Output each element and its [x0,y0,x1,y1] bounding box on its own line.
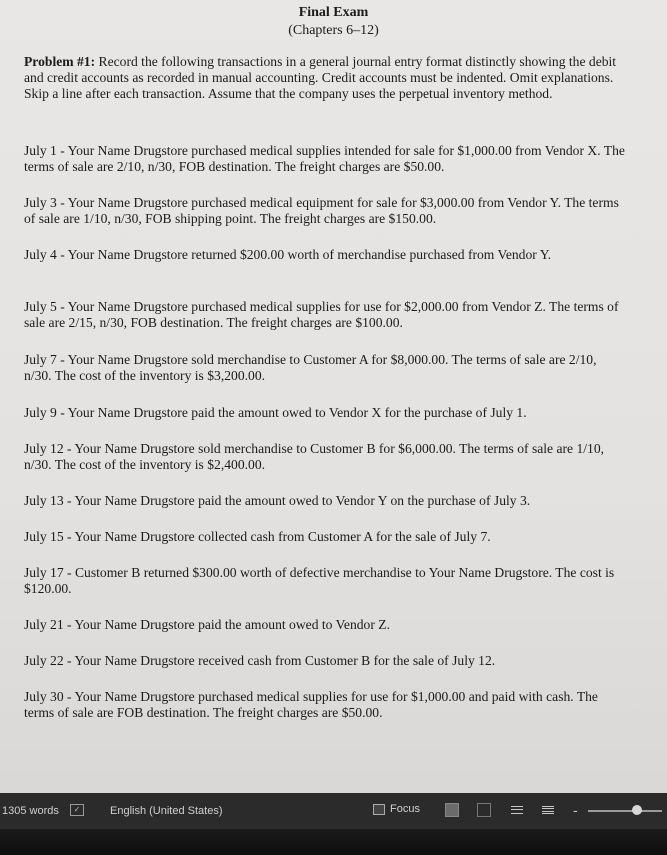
transaction-item: July 9 - Your Name Drugstore paid the amount owed to Vendor X for the purchase of July 1. [24,405,527,420]
problem-text: Record the following transactions in a general journal entry format distinctly showing the debit and credit accounts as recorded in manual accounting. Credit accounts must be indented. Omit explanations. Skip a line after each transaction. Assume that the company uses the perpetual inventory method. [24,54,617,101]
document-subtitle: (Chapters 6–12) [288,23,379,38]
word-count[interactable]: 1305 words [2,805,59,817]
problem-label: Problem #1: [24,54,96,69]
focus-icon [373,804,385,815]
focus-label: Focus [390,803,420,815]
transaction-item: July 15 - Your Name Drugstore collected cash from Customer A for the sale of July 7. [24,529,491,544]
web-layout-view-icon[interactable] [477,803,491,817]
transaction-item: July 12 - Your Name Drugstore sold merchandise to Customer B for $6,000.00. The terms of sale are 1/10, n/30. The cost of the inventory is $2,400.00. [24,441,605,472]
transaction-item: July 3 - Your Name Drugstore purchased medical equipment for sale for $3,000.00 from Vendor Y. The terms of sale are 1/10, n/30, FOB shipping point. The freight charges are $150.00. [24,195,619,226]
document-title: Final Exam [298,5,369,20]
draft-view-icon[interactable] [541,803,555,817]
transaction-item: July 13 - Your Name Drugstore paid the amount owed to Vendor Y on the purchase of July 3. [24,493,531,508]
language-indicator[interactable]: English (United States) [110,805,223,817]
focus-button[interactable] [373,803,420,815]
status-bar [0,793,667,829]
transaction-item: July 30 - Your Name Drugstore purchased medical supplies for use for $1,000.00 and paid with cash. The terms of sale are FOB destination. The freight charges are $50.00. [24,689,598,720]
transaction-item: July 7 - Your Name Drugstore sold merchandise to Customer A for $8,000.00. The terms of sale are 2/10, n/30. The cost of the inventory is $3,200.00. [24,352,597,383]
title-block [0,0,667,40]
proofing-icon[interactable]: ✓ [70,804,84,816]
zoom-slider-track[interactable] [588,810,662,812]
problem-instructions [24,54,627,102]
transaction-item: July 22 - Your Name Drugstore received cash from Customer B for the sale of July 12. [24,653,496,668]
zoom-out-button[interactable]: - [573,802,578,818]
screen-bezel [0,829,667,855]
transaction-item: July 21 - Your Name Drugstore paid the amount owed to Vendor Z. [24,617,390,632]
transaction-item: July 17 - Customer B returned $300.00 worth of defective merchandise to Your Name Drugstore. The cost is $120.00. [24,565,615,596]
outline-view-icon[interactable] [510,803,524,817]
transaction-item: July 1 - Your Name Drugstore purchased medical supplies intended for sale for $1,000.00 from Vendor X. The terms of sale are 2/10, n/30, FOB destination. The freight charges are $50.00. [24,143,625,174]
print-layout-view-icon[interactable] [445,803,459,817]
transaction-item: July 5 - Your Name Drugstore purchased medical supplies for use for $2,000.00 from Vendor Z. The terms of sale are 2/15, n/30, FOB destination. The freight charges are $100.00. [24,299,619,330]
zoom-slider-thumb[interactable] [632,805,642,815]
transaction-item: July 4 - Your Name Drugstore returned $200.00 worth of merchandise purchased from Vendor Y. [24,247,552,262]
